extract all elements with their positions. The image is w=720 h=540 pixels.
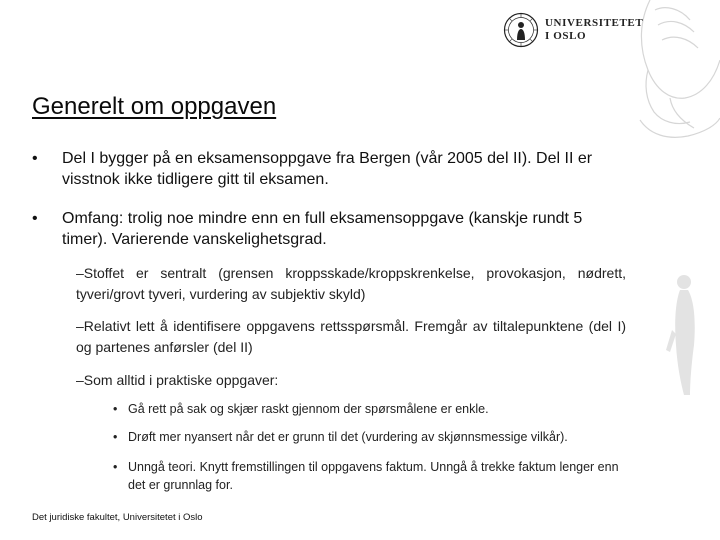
university-logo — [503, 12, 644, 52]
subpoint-text: –Stoffet er sentralt (grensen kroppsskade/kroppskrenkelse, provokasjon, nødrett, tyveri/grovt tyveri, vurdering av subjektiv skyld) — [76, 265, 626, 302]
bullet-marker: • — [32, 210, 38, 227]
footer: Det juridiske fakultet, Universitetet i Oslo — [32, 512, 203, 523]
bullet-item — [32, 208, 632, 250]
slide-title: Generelt om oppgaven — [32, 93, 277, 120]
subpoint-item — [76, 263, 626, 305]
subsubpoint-item — [113, 428, 628, 446]
subpoint-item — [76, 316, 626, 358]
bullet-text: Del I bygger på en eksamensoppgave fra Bergen (vår 2005 del II). Del II er visstnok ikke tidligere gitt til eksamen. — [62, 150, 593, 188]
subsubpoint-item — [113, 458, 628, 494]
subsubpoint-marker: • — [113, 402, 118, 416]
university-seal-icon — [503, 12, 539, 48]
subsubpoint-text: Gå rett på sak og skjær raskt gjennom der spørsmålene er enkle. — [128, 402, 489, 416]
subpoint-text: –Som alltid i praktiske oppgaver: — [76, 372, 279, 388]
bullet-text: Omfang: trolig noe mindre enn en full eksamensoppgave (kanskje rundt 5 timer). Varierende vanskelighetsgrad. — [62, 210, 583, 248]
subpoint-text: –Relativt lett å identifisere oppgavens rettsspørsmål. Fremgår av tiltalepunktene (del I) og partenes anførsler (del II) — [76, 318, 626, 355]
bullet-marker: • — [32, 150, 38, 167]
university-name — [545, 17, 643, 43]
subsubpoint-item — [113, 400, 628, 418]
subsubpoint-marker: • — [113, 430, 118, 444]
subsubpoint-marker: • — [113, 460, 118, 474]
subsubpoint-text: Unngå teori. Knytt fremstillingen til oppgavens faktum. Unngå å trekke faktum lenger enn det er grunnlag for. — [128, 460, 619, 492]
logo-line-2: I OSLO — [545, 30, 587, 42]
subsubpoint-text: Drøft mer nyansert når det er grunn til det (vurdering av skjønnsmessige vilkår). — [128, 430, 568, 444]
subpoint-item — [76, 370, 626, 391]
logo-line-1: UNIVERSITETET — [545, 17, 644, 29]
bullet-item — [32, 148, 632, 190]
